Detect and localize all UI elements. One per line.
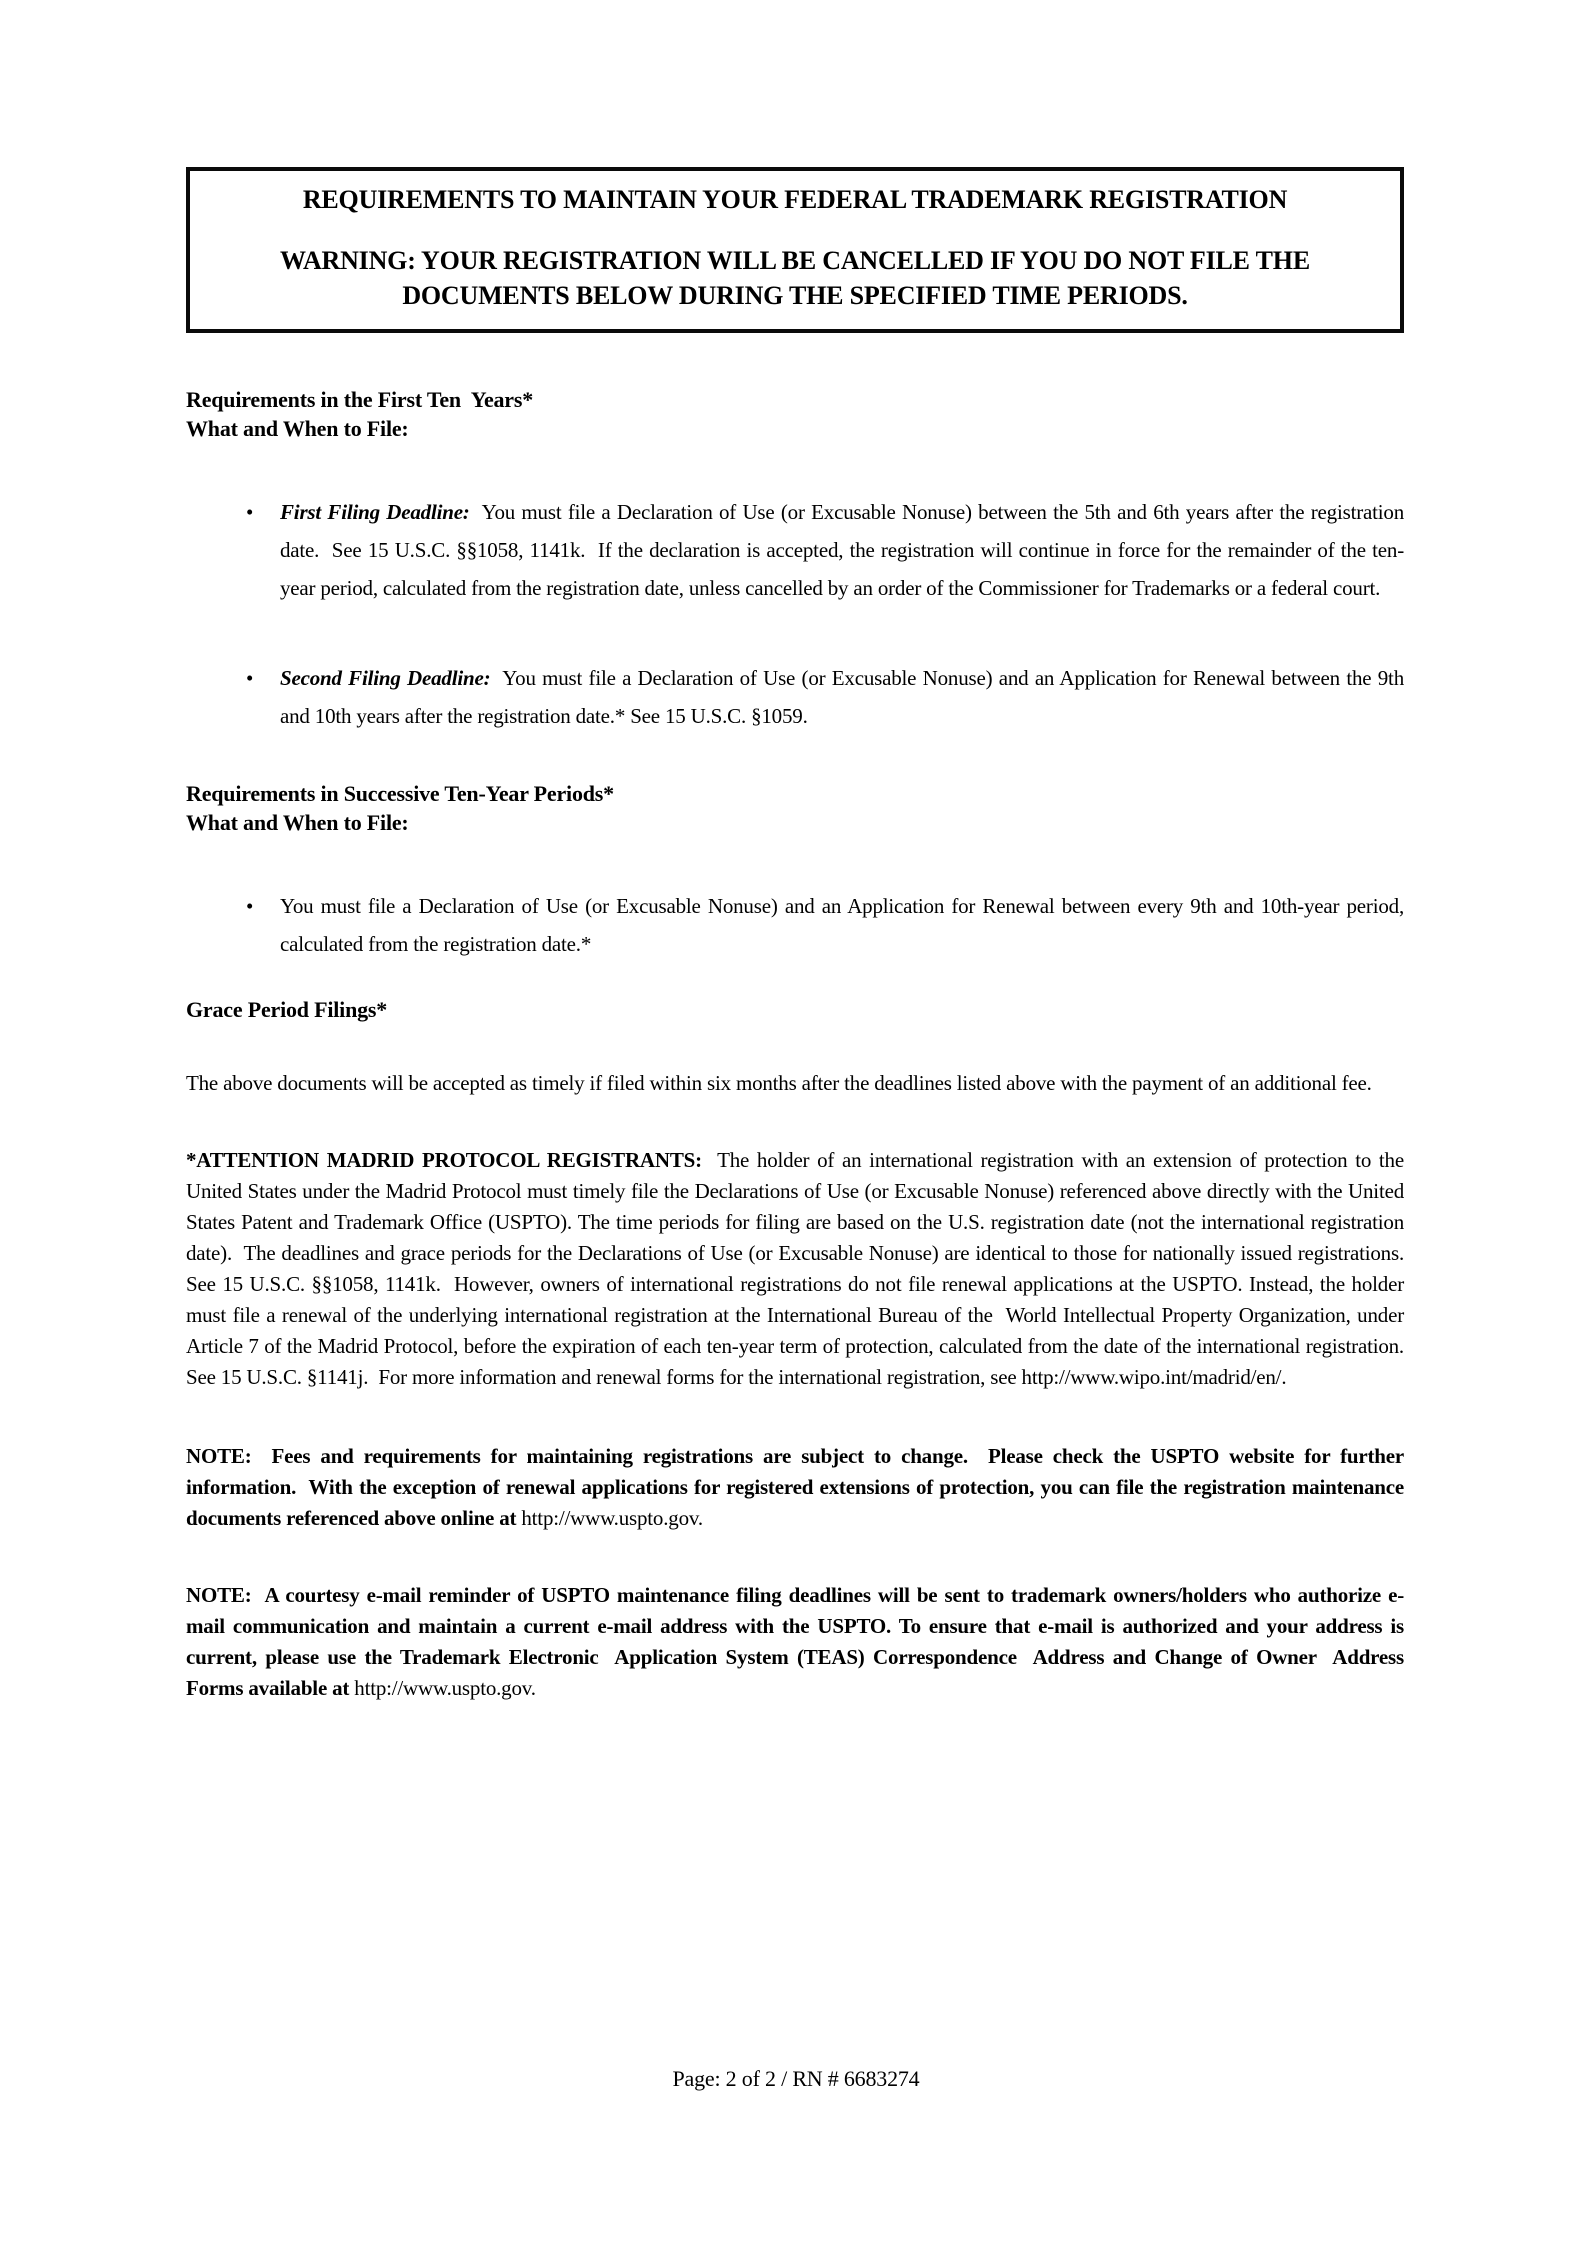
bullet-lead: Second Filing Deadline: bbox=[280, 666, 491, 690]
bullet-list-first-ten-years bbox=[186, 493, 1410, 735]
section-heading-grace-period: Grace Period Filings* bbox=[186, 997, 388, 1022]
section-subheading-what-when-to-file: What and When to File: bbox=[186, 416, 409, 441]
grace-period-paragraph: The above documents will be accepted as timely if filed within six months after the deadlines listed above with the payment of an additional fee. bbox=[186, 1071, 1372, 1095]
bullet-text bbox=[280, 493, 1410, 607]
section-first-ten-years bbox=[186, 385, 1410, 735]
bullet-icon: • bbox=[246, 894, 254, 918]
madrid-protocol-lead: *ATTENTION MADRID PROTOCOL REGISTRANTS: bbox=[186, 1148, 702, 1172]
bullet-item-first-filing-deadline bbox=[186, 493, 1410, 607]
section-heading-first-ten-years: Requirements in the First Ten Years* bbox=[186, 387, 534, 412]
uspto-url-text: http://www.uspto.gov. bbox=[354, 1676, 536, 1700]
note-email-reminder-text: NOTE: A courtesy e-mail reminder of USPTO maintenance filing deadlines will be sent to trademark owners/holders who authorize e-mail communication and maintain a current e-mail address with the USPTO. To ensure that e-mail is authorized and your address is current, please use the Trademark Electronic Application System (TEAS) Correspondence Address and Change of Owner Address Forms available at bbox=[186, 1583, 1410, 1700]
bullet-text bbox=[280, 887, 1410, 963]
bullet-icon: • bbox=[246, 666, 254, 690]
note-email-reminder-paragraph bbox=[186, 1580, 1410, 1704]
section-subheading-what-when-to-file: What and When to File: bbox=[186, 810, 409, 835]
section-grace-period bbox=[186, 995, 1404, 1099]
bullet-list-successive-periods bbox=[186, 887, 1410, 963]
notice-box-title: REQUIREMENTS TO MAINTAIN YOUR FEDERAL TRADEMARK REGISTRATION bbox=[302, 185, 1288, 214]
notice-box bbox=[186, 167, 1404, 333]
bullet-lead: First Filing Deadline: bbox=[280, 500, 470, 524]
notice-box-warning: WARNING: YOUR REGISTRATION WILL BE CANCELLED IF YOU DO NOT FILE THE DOCUMENTS BELOW DURING THE SPECIFIED TIME PERIODS. bbox=[280, 246, 1317, 310]
uspto-url-text: http://www.uspto.gov. bbox=[521, 1506, 703, 1530]
bullet-body: You must file a Declaration of Use (or Excusable Nonuse) between the 5th and 6th years after the registration date. See 15 U.S.C. §§1058, 1141k. If the declaration is accepted, the registration will continue in force for the remainder of the ten-year period, calculated from the registration date, unless cancelled by an order of the Commissioner for Trademarks or a federal court. bbox=[280, 500, 1410, 600]
madrid-protocol-body: The holder of an international registration with an extension of protection to the United States under the Madrid Protocol must timely file the Declarations of Use (or Excusable Nonuse) referenced above directly with the United States Patent and Trademark Office (USPTO). The time periods for filing are based on the U.S. registration date (not the international registration date). The deadlines and grace periods for the Declarations of Use (or Excusable Nonuse) are identical to those for nationally issued registrations. See 15 U.S.C. §§1058, 1141k. However, owners of international registrations do not file renewal applications at the USPTO. Instead, the holder must file a renewal of the underlying international registration at the International Bureau of the World Intellectual Property Organization, under Article 7 of the Madrid Protocol, before the expiration of each ten-year term of protection, calculated from the date of the international registration. See 15 U.S.C. §1141j. For more information and renewal forms for the international registration, see http://www.wipo.int/madrid/en/. bbox=[186, 1148, 1415, 1389]
bullet-body: You must file a Declaration of Use (or Excusable Nonuse) and an Application for Renewal between the 9th and 10th years after the registration date.* See 15 U.S.C. §1059. bbox=[280, 666, 1410, 728]
note-online-filing-text: NOTE: Fees and requirements for maintaining registrations are subject to change. Please check the USPTO website for further information. With the exception of renewal applications for registered extensions of protection, you can file the registration maintenance documents referenced above online at bbox=[186, 1444, 1410, 1530]
section-successive-periods bbox=[186, 779, 1410, 963]
bullet-item-renewal bbox=[186, 887, 1410, 963]
note-online-filing-paragraph bbox=[186, 1441, 1410, 1534]
section-heading-successive-periods: Requirements in Successive Ten-Year Periods* bbox=[186, 781, 614, 806]
bullet-item-second-filing-deadline bbox=[186, 659, 1410, 735]
bullet-icon: • bbox=[246, 500, 254, 524]
madrid-protocol-paragraph bbox=[186, 1145, 1415, 1393]
bullet-text bbox=[280, 659, 1410, 735]
page-footer: Page: 2 of 2 / RN # 6683274 bbox=[672, 2066, 920, 2091]
bullet-body: You must file a Declaration of Use (or Excusable Nonuse) and an Application for Renewal between every 9th and 10th-year period, calculated from the registration date.* bbox=[280, 894, 1410, 956]
